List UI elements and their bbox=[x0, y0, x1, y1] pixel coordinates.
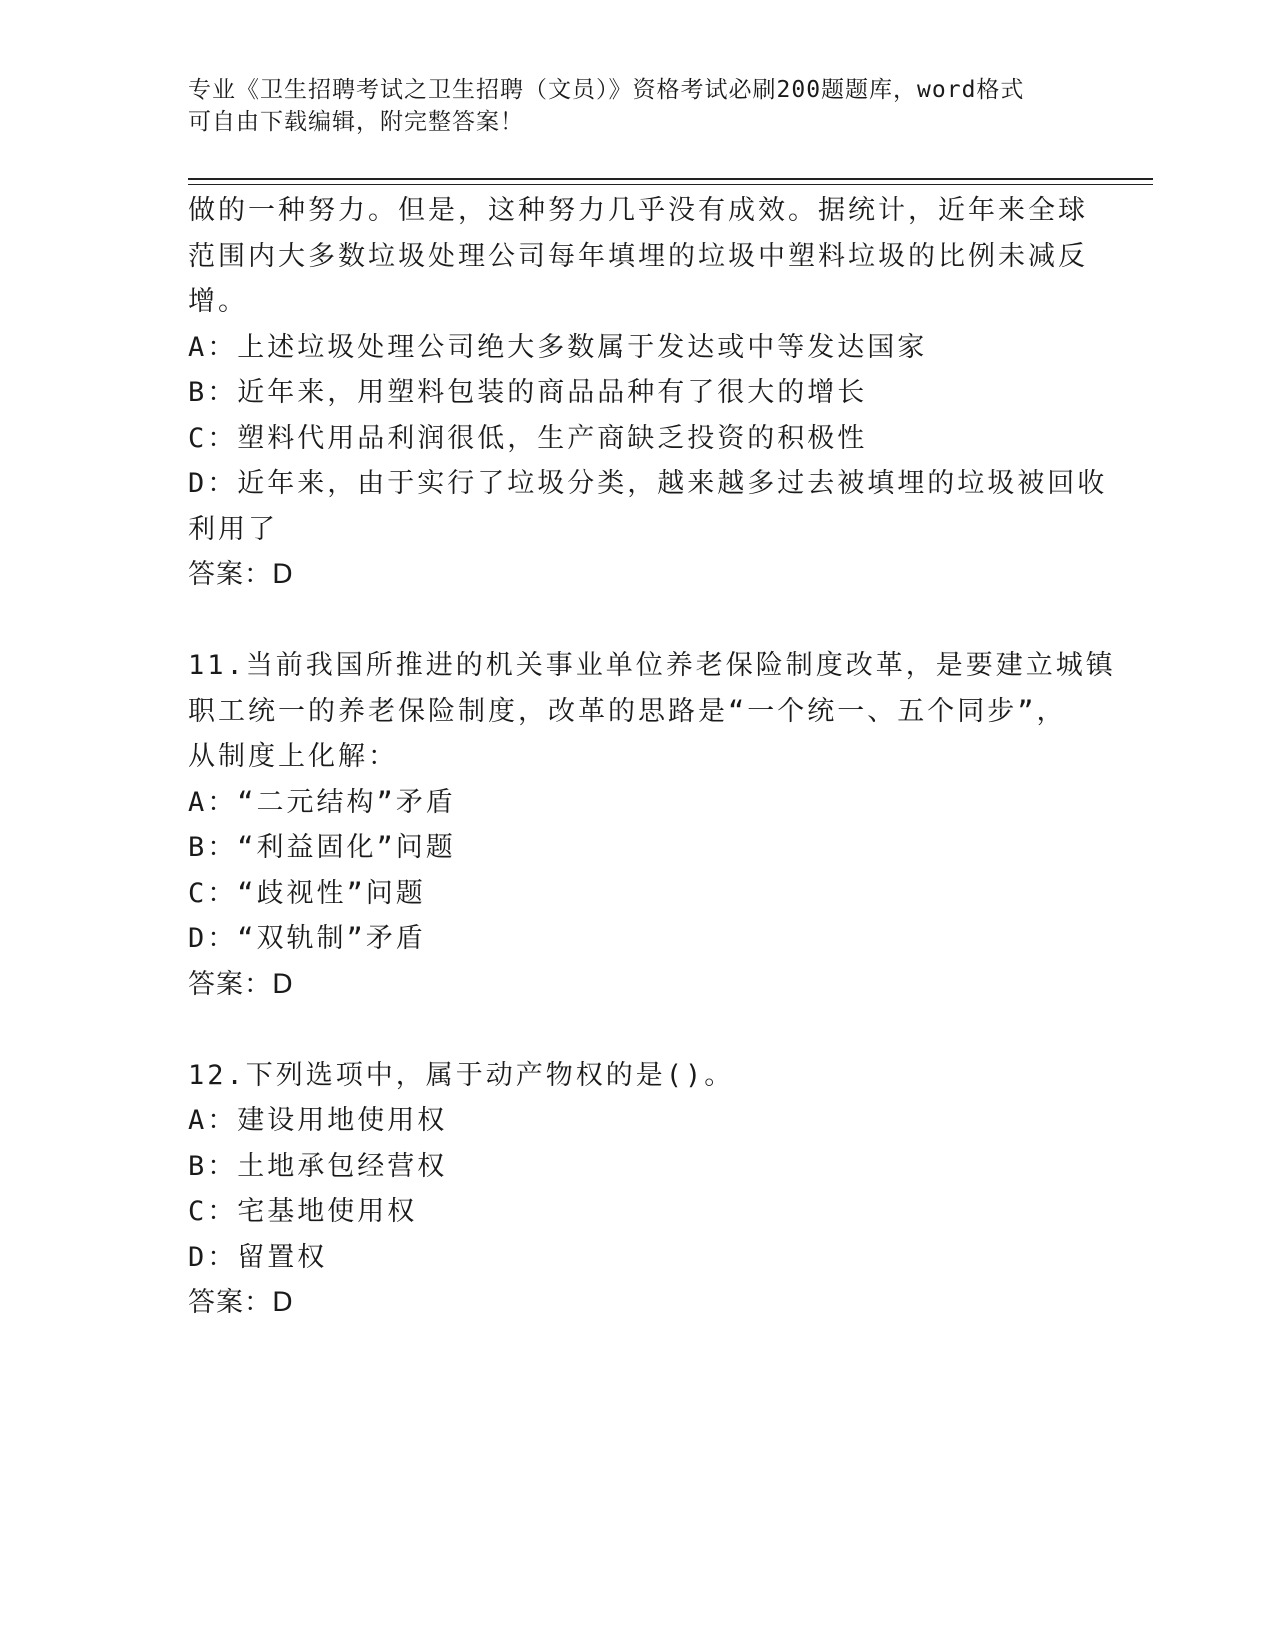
question-10-continued bbox=[188, 188, 1108, 598]
option-c: C：“歧视性”问题 bbox=[188, 877, 426, 909]
question-11 bbox=[188, 643, 1116, 1007]
option-d-continued: 利用了 bbox=[188, 513, 278, 545]
option-a: A：建设用地使用权 bbox=[188, 1105, 448, 1136]
option-d: D：近年来，由于实行了垃圾分类，越来越多过去被填埋的垃圾被回收 bbox=[188, 468, 1108, 499]
question-stem-line: 从制度上化解： bbox=[188, 741, 398, 772]
question-spacer bbox=[188, 1007, 1068, 1053]
option-c: C：宅基地使用权 bbox=[188, 1196, 418, 1227]
question-12 bbox=[188, 1053, 1068, 1326]
answer-label: 答案：D bbox=[188, 968, 294, 1000]
question-stem-line: 12.下列选项中，属于动产物权的是()。 bbox=[188, 1059, 735, 1091]
option-a: A：上述垃圾处理公司绝大多数属于发达或中等发达国家 bbox=[188, 331, 928, 363]
option-d: D：留置权 bbox=[188, 1241, 328, 1273]
question-stem-line: 做的一种努力。但是，这种努力几乎没有成效。据统计，近年来全球 bbox=[188, 195, 1088, 226]
option-c: C：塑料代用品利润很低，生产商缺乏投资的积极性 bbox=[188, 422, 868, 454]
document-header bbox=[188, 74, 1088, 138]
question-stem-line: 11.当前我国所推进的机关事业单位养老保险制度改革，是要建立城镇 bbox=[188, 650, 1116, 681]
option-b: B：“利益固化”问题 bbox=[188, 832, 456, 863]
question-stem-line: 职工统一的养老保险制度，改革的思路是“一个统一、五个同步”， bbox=[188, 695, 1067, 727]
question-spacer bbox=[188, 598, 1068, 644]
question-content bbox=[188, 188, 1116, 1326]
header-title-line-1: 专业《卫生招聘考试之卫生招聘（文员）》资格考试必刷200题题库，word格式 bbox=[188, 77, 1025, 103]
option-b: B：土地承包经营权 bbox=[188, 1150, 448, 1182]
header-divider-thin bbox=[188, 184, 1153, 185]
answer-label: 答案：D bbox=[188, 559, 294, 590]
option-a: A：“二元结构”矛盾 bbox=[188, 786, 456, 818]
option-d: D：“双轨制”矛盾 bbox=[188, 923, 426, 954]
question-stem-line: 范围内大多数垃圾处理公司每年填埋的垃圾中塑料垃圾的比例未减反 bbox=[188, 240, 1088, 272]
question-stem-line: 增。 bbox=[188, 286, 248, 317]
header-title-line-2: 可自由下载编辑，附完整答案！ bbox=[188, 109, 524, 135]
header-divider-thick bbox=[188, 178, 1153, 180]
answer-label: 答案：D bbox=[188, 1287, 294, 1318]
option-b: B：近年来，用塑料包装的商品品种有了很大的增长 bbox=[188, 377, 868, 408]
